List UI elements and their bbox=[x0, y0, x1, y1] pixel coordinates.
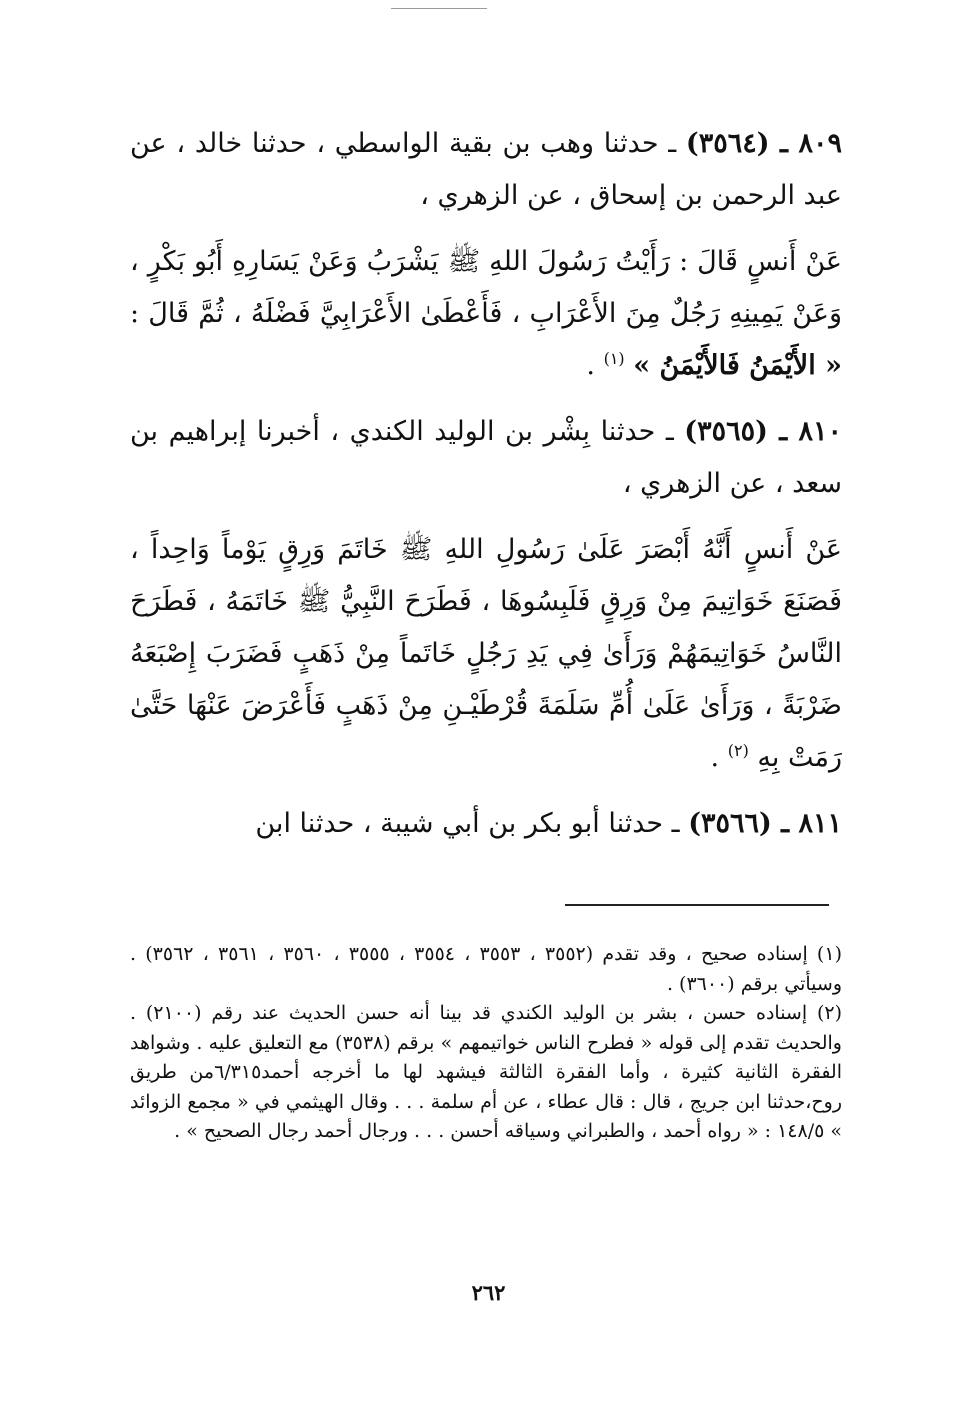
hadith-811-isnad bbox=[130, 798, 842, 850]
hadith-809-matn-end: . bbox=[586, 350, 595, 381]
hadith-811-isnad-text: ـ حدثنا أبو بكر بن أبي شيبة ، حدثنا ابن bbox=[255, 808, 680, 839]
hadith-809-matn bbox=[130, 236, 842, 392]
footnotes bbox=[130, 940, 842, 1147]
hadith-810-isnad bbox=[130, 406, 842, 510]
hadith-810-matn bbox=[130, 524, 842, 784]
page-number: ٢٦٢ bbox=[471, 1280, 506, 1305]
hadith-810-matn-text: عَنْ أَنسٍ أَنَّهُ أَبْصَرَ عَلَىٰ رَسُولِ اللهِ ﷺ خَاتَمَ وَرِقٍ يَوْماً وَاحِداً ، فَصَنَعَ خَوَاتِيمَ مِنْ وَرِقٍ فَلَبِسُوهَا ، فَطَرَحَ النَّبِيُّ ﷺ خَاتَمَهُ ، فَطَرَحَ النَّاسُ خَوَاتِيمَهُمْ وَرَأَىٰ فِي يَدِ رَجُلٍ خَاتَماً مِنْ ذَهَبٍ فَضَرَبَ إِصْبَعَهُ ضَرْبَةً ، وَرَأَىٰ عَلَىٰ أُمِّ سَلَمَةَ قُرْطَيْـنِ مِنْ ذَهَبٍ فَأَعْرَضَ عَنْهَا حَتَّىٰ رَمَتْ بِهِ bbox=[130, 534, 842, 773]
hadith-809-number: ٨٠٩ ـ (٣٥٦٤) bbox=[685, 128, 842, 159]
footnote-2: (٢) إسناده حسن ، بشر بن الوليد الكندي قد بينا أنه حسن الحديث عند رقم (٢١٠٠) . والحديث تقدم إلى قوله « فطرح الناس خواتيمهم » برقم (٣٥٣٨) مع التعليق عليه . وشواهد الفقرة الثانية كثيرة ، وأما الفقرة الثالثة فيشهد لها ما أخرجه أحمد٦/٣١٥من طريق روح،حدثنا ابن جريج ، قال : قال عطاء ، عن أم سلمة . . . وقال الهيثمي في « مجمع الزوائد » ١٤٨/٥ : « رواه أحمد ، والطبراني وسياقه أحسن . . . ورجال أحمد رجال الصحيح » . bbox=[130, 1002, 842, 1142]
hadith-810-matn-end: . bbox=[710, 742, 720, 773]
hadith-810-isnad-text: ـ حدثنا بِشْر بن الوليد الكندي ، أخبرنا إبراهيم بن سعد ، عن الزهري ، bbox=[130, 416, 842, 499]
footnote-1: (١) إسناده صحيح ، وقد تقدم (٣٥٥٢ ، ٣٥٥٣ ، ٣٥٥٤ ، ٣٥٥٥ ، ٣٥٦٠ ، ٣٥٦١ ، ٣٥٦٢) . وسيأتي برقم (٣٦٠٠) . bbox=[130, 943, 842, 995]
hadith-811-number: ٨١١ ـ (٣٥٦٦) bbox=[688, 808, 842, 839]
hadith-809-matn-bold: « الأَيْمَنُ فَالأَيْمَنُ » bbox=[633, 350, 842, 381]
footnote-separator bbox=[565, 904, 829, 906]
hadith-809-isnad-text: ـ حدثنا وهب بن بقية الواسطي ، حدثنا خالد ، عن عبد الرحمن بن إسحاق ، عن الزهري ، bbox=[130, 128, 842, 211]
main-text bbox=[130, 118, 842, 850]
hadith-810-number: ٨١٠ ـ (٣٥٦٥) bbox=[684, 416, 842, 447]
top-rule bbox=[391, 8, 487, 9]
footnote-ref-2[interactable]: (٢) bbox=[727, 741, 749, 760]
hadith-809-matn-text: عَنْ أَنسٍ قَالَ : رَأَيْتُ رَسُولَ اللهِ ﷺ يَشْرَبُ وَعَنْ يَسَارِهِ أَبُو بَكْرٍ ، وَعَنْ يَمِينِهِ رَجُلٌ مِنَ الأَعْرَابِ ، فَأَعْطَىٰ الأَعْرَابِيَّ فَضْلَهُ ، ثُمَّ قَالَ : bbox=[130, 246, 842, 329]
hadith-809-isnad bbox=[130, 118, 842, 222]
footnote-ref-1[interactable]: (١) bbox=[603, 349, 625, 368]
